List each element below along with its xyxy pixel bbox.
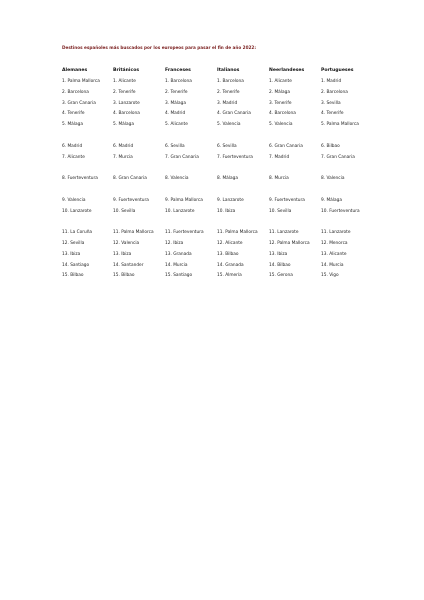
list-item: 14. Murcia — [165, 262, 188, 268]
list-item: 3. Lanzarote — [113, 100, 140, 106]
list-item: 13. Ibiza — [113, 251, 132, 257]
list-item: 10. Lanzarote — [62, 208, 92, 214]
list-item: 8. Fuerteventura — [62, 176, 98, 182]
column-header: Neerlandeses — [269, 68, 305, 73]
list-item: 8. Gran Canaria — [113, 176, 147, 182]
list-item: 6. Sevilla — [165, 143, 185, 149]
column-header: Franceses — [165, 68, 191, 73]
column-header: Italianos — [217, 68, 240, 73]
list-item: 6. Sevilla — [217, 143, 237, 149]
list-item: 12. Alicante — [217, 240, 243, 246]
list-item: 5. Valencia — [217, 122, 241, 128]
list-item: 10. Sevilla — [113, 208, 136, 214]
list-item: 14. Murcia — [321, 262, 344, 268]
list-item: 15. Gerona — [269, 273, 293, 279]
list-item: 6. Gran Canaria — [269, 143, 303, 149]
column-header: Alemanes — [62, 68, 88, 73]
list-item: 9. Fuerteventura — [113, 197, 149, 203]
list-item: 8. Málaga — [217, 176, 238, 182]
list-item: 4. Barcelona — [113, 111, 140, 117]
list-item: 2. Málaga — [269, 89, 290, 95]
column-header: Portugueses — [321, 68, 354, 73]
list-item: 11. Lanzarote — [269, 230, 299, 236]
list-item: 11. Palma Mallorca — [113, 230, 154, 236]
column-franceses — [165, 68, 217, 284]
list-item: 1. Madrid — [321, 79, 342, 84]
list-item: 3. Málaga — [165, 100, 186, 106]
list-item: 15. Bilbao — [62, 273, 84, 279]
list-item: 11. Lanzarote — [321, 230, 351, 236]
list-item: 3. Sevilla — [321, 100, 341, 106]
list-item: 13. Alicante — [321, 251, 347, 257]
list-item: 8. Valencia — [321, 176, 345, 182]
list-item: 13. Bilbao — [217, 251, 239, 257]
list-item: 10. Lanzarote — [165, 208, 195, 214]
page-title: Destinos españoles más buscados por los europeos para pasar el fin de año 2022: — [62, 45, 257, 50]
list-item: 4. Madrid — [165, 111, 186, 117]
list-item: 4. Tenerife — [321, 111, 344, 117]
list-item: 12. Valencia — [113, 240, 140, 246]
list-item: 10. Sevilla — [269, 208, 292, 214]
list-item: 11. Fuerteventura — [165, 230, 204, 236]
list-item: 7. Murcia — [113, 154, 133, 160]
list-item: 7. Alicante — [62, 154, 85, 160]
list-item: 4. Tenerife — [62, 111, 85, 117]
list-item: 1. Barcelona — [217, 79, 244, 84]
list-item: 6. Bilbao — [321, 143, 340, 149]
list-item: 12. Palma Mallorca — [269, 240, 310, 246]
list-item: 5. Málaga — [113, 122, 134, 128]
list-item: 11. Palma Mallorca — [217, 230, 258, 236]
column-italianos — [217, 68, 269, 284]
list-item: 2. Tenerife — [217, 89, 240, 95]
list-item: 4. Barcelona — [269, 111, 296, 117]
list-item: 13. Ibiza — [62, 251, 81, 257]
list-item: 7. Gran Canaria — [165, 154, 199, 160]
list-item: 8. Valencia — [165, 176, 189, 182]
list-item: 12. Ibiza — [165, 240, 184, 246]
list-item: 9. Lanzarote — [217, 197, 244, 203]
list-item: 11. La Coruña — [62, 230, 93, 236]
list-item: 5. Alicante — [165, 122, 188, 128]
list-item: 5. Málaga — [62, 122, 83, 128]
list-item: 12. Sevilla — [62, 240, 85, 246]
list-item: 5. Valencia — [269, 122, 293, 128]
list-item: 13. Ibiza — [269, 251, 288, 257]
list-item: 15. Bilbao — [113, 273, 135, 279]
column-británicos — [113, 68, 165, 284]
list-item: 1. Palma Mallorca — [62, 79, 100, 84]
list-item: 1. Alicante — [269, 79, 292, 84]
list-item: 6. Madrid — [62, 143, 83, 149]
list-item: 6. Madrid — [113, 143, 134, 149]
column-header: Británicos — [113, 68, 140, 73]
list-item: 14. Santander — [113, 262, 144, 268]
list-item: 2. Barcelona — [62, 89, 89, 95]
list-item: 13. Granada — [165, 251, 192, 257]
list-item: 10. Fuerteventura — [321, 208, 360, 214]
list-item: 9. Málaga — [321, 197, 342, 203]
list-item: 15. Santiago — [165, 273, 193, 279]
list-item: 1. Alicante — [113, 79, 136, 84]
column-neerlandeses — [269, 68, 321, 284]
column-alemanes — [62, 68, 114, 284]
list-item: 7. Fuerteventura — [217, 154, 253, 160]
list-item: 2. Barcelona — [321, 89, 348, 95]
list-item: 4. Gran Canaria — [217, 111, 251, 117]
list-item: 14. Granada — [217, 262, 244, 268]
list-item: 2. Tenerife — [113, 89, 136, 95]
list-item: 15. Almería — [217, 273, 242, 279]
list-item: 3. Madrid — [217, 100, 238, 106]
list-item: 14. Santiago — [62, 262, 90, 268]
list-item: 8. Murcia — [269, 176, 289, 182]
list-item: 7. Gran Canaria — [321, 154, 355, 160]
list-item: 5. Palma Mallorca — [321, 122, 359, 128]
list-item: 3. Gran Canaria — [62, 100, 96, 106]
list-item: 14. Bilbao — [269, 262, 291, 268]
list-item: 1. Barcelona — [165, 79, 192, 84]
list-item: 10. Ibiza — [217, 208, 236, 214]
list-item: 9. Palma Mallorca — [165, 197, 203, 203]
list-item: 2. Tenerife — [165, 89, 188, 95]
list-item: 15. Vigo — [321, 273, 339, 279]
list-item: 3. Tenerife — [269, 100, 292, 106]
list-item: 9. Valencia — [62, 197, 86, 203]
list-item: 7. Madrid — [269, 154, 290, 160]
column-portugueses — [321, 68, 373, 284]
list-item: 12. Menorca — [321, 240, 348, 246]
list-item: 9. Fuerteventura — [269, 197, 305, 203]
